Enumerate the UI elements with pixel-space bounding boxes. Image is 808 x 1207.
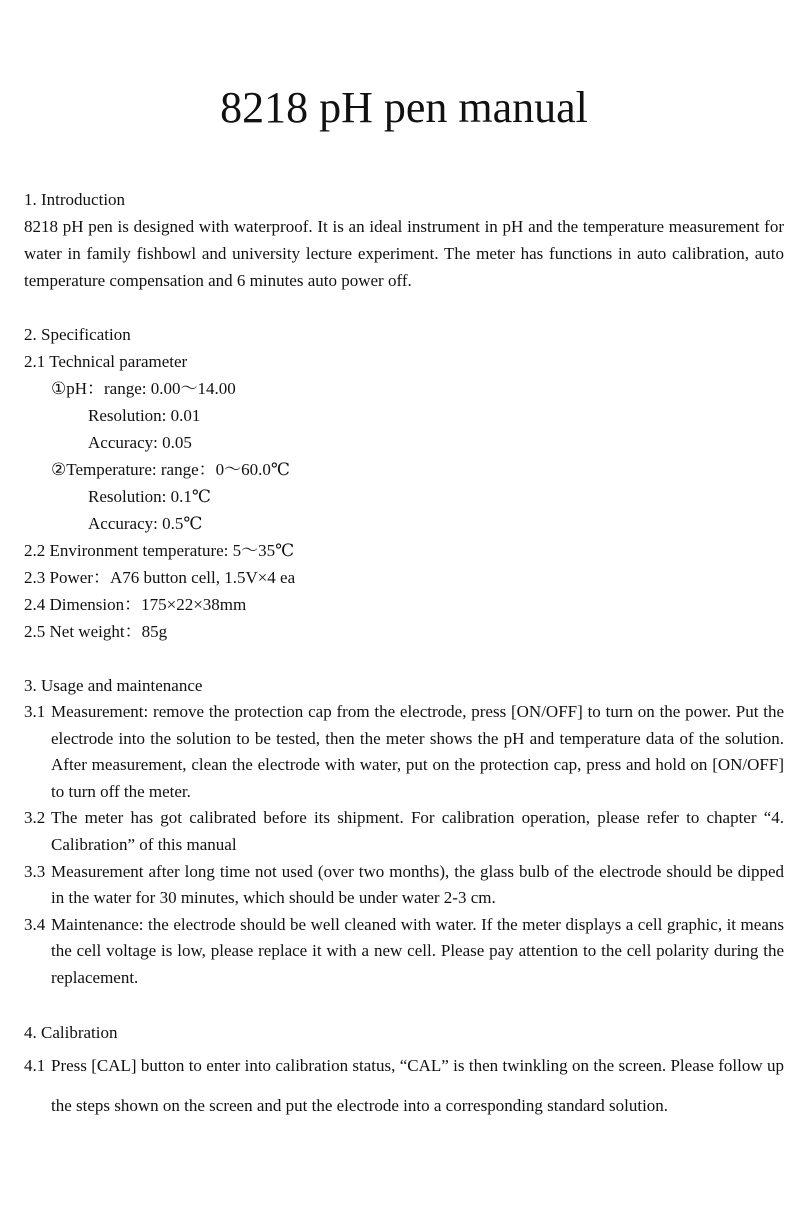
dimension-spec: 2.4 Dimension：175×22×38mm xyxy=(24,595,247,614)
section-heading: 4. Calibration xyxy=(24,1022,118,1042)
subsection-heading: 2.1 Technical parameter xyxy=(24,352,188,371)
item-text: The meter has got calibrated before its shipment. For calibration operation, please refer to chapter “4. Calibration” of this manual xyxy=(51,808,784,854)
item-number: 3.3 xyxy=(24,861,46,881)
ph-accuracy: Accuracy: 0.05 xyxy=(88,433,192,452)
usage-item xyxy=(24,699,784,805)
item-number: 4.1 xyxy=(24,1055,46,1075)
item-text: Measurement: remove the protection cap from the electrode, press [ON/OFF] to turn on the power. Put the electrode into the solution to be tested, then the meter shows the pH and temperature data of the solution. After measurement, clean the electrode with water, put on the protection cap, press and hold on [ON/OFF] to turn off the meter. xyxy=(51,702,784,801)
item-text: Measurement after long time not used (over two months), the glass bulb of the electrode should be dipped in the water for 30 minutes, which should be under water 2-3 cm. xyxy=(51,861,784,908)
section-usage xyxy=(24,672,784,992)
net-weight-spec: 2.5 Net weight：85g xyxy=(24,622,168,641)
calibration-item xyxy=(24,1046,784,1126)
usage-item xyxy=(24,805,784,858)
section-heading: 2. Specification xyxy=(24,325,131,344)
item-number: 3.1 xyxy=(24,702,46,721)
item-text: Press [CAL] button to enter into calibration status, “CAL” is then twinkling on the screen. Please follow up the steps shown on the screen and put the electrode into a corresponding standard solution. xyxy=(51,1055,784,1115)
section-calibration xyxy=(24,1019,784,1126)
item-text: Maintenance: the electrode should be well cleaned with water. If the meter displays a cell graphic, it means the cell voltage is low, please replace it with a new cell. Please pay attention to the cell polarity during the replacement. xyxy=(51,914,784,987)
power-spec: 2.3 Power：A76 button cell, 1.5V×4 ea xyxy=(24,568,296,587)
item-number: 3.2 xyxy=(24,808,46,828)
temperature-range: ②Temperature: range：0～60.0℃ xyxy=(51,460,290,479)
section-introduction xyxy=(24,186,784,294)
section-heading: 1. Introduction xyxy=(24,190,126,209)
document-title: 8218 pH pen manual xyxy=(220,83,588,132)
usage-item xyxy=(24,859,784,912)
ph-range: ①pH：range: 0.00～14.00 xyxy=(51,379,236,398)
document-body xyxy=(24,186,784,1126)
section-specification xyxy=(24,321,784,645)
item-number: 3.4 xyxy=(24,914,46,934)
temperature-resolution: Resolution: 0.1℃ xyxy=(88,487,211,506)
usage-item xyxy=(24,912,784,992)
section-heading: 3. Usage and maintenance xyxy=(24,676,203,695)
temperature-accuracy: Accuracy: 0.5℃ xyxy=(88,514,203,533)
ph-resolution: Resolution: 0.01 xyxy=(88,406,201,425)
introduction-paragraph: 8218 pH pen is designed with waterproof. It is an ideal instrument in pH and the temperature measurement for water in family fishbowl and university lecture experiment. The meter has functions in auto calibration, auto temperature compensation and 6 minutes auto power off. xyxy=(24,217,784,290)
environment-temperature: 2.2 Environment temperature: 5～35℃ xyxy=(24,541,295,560)
